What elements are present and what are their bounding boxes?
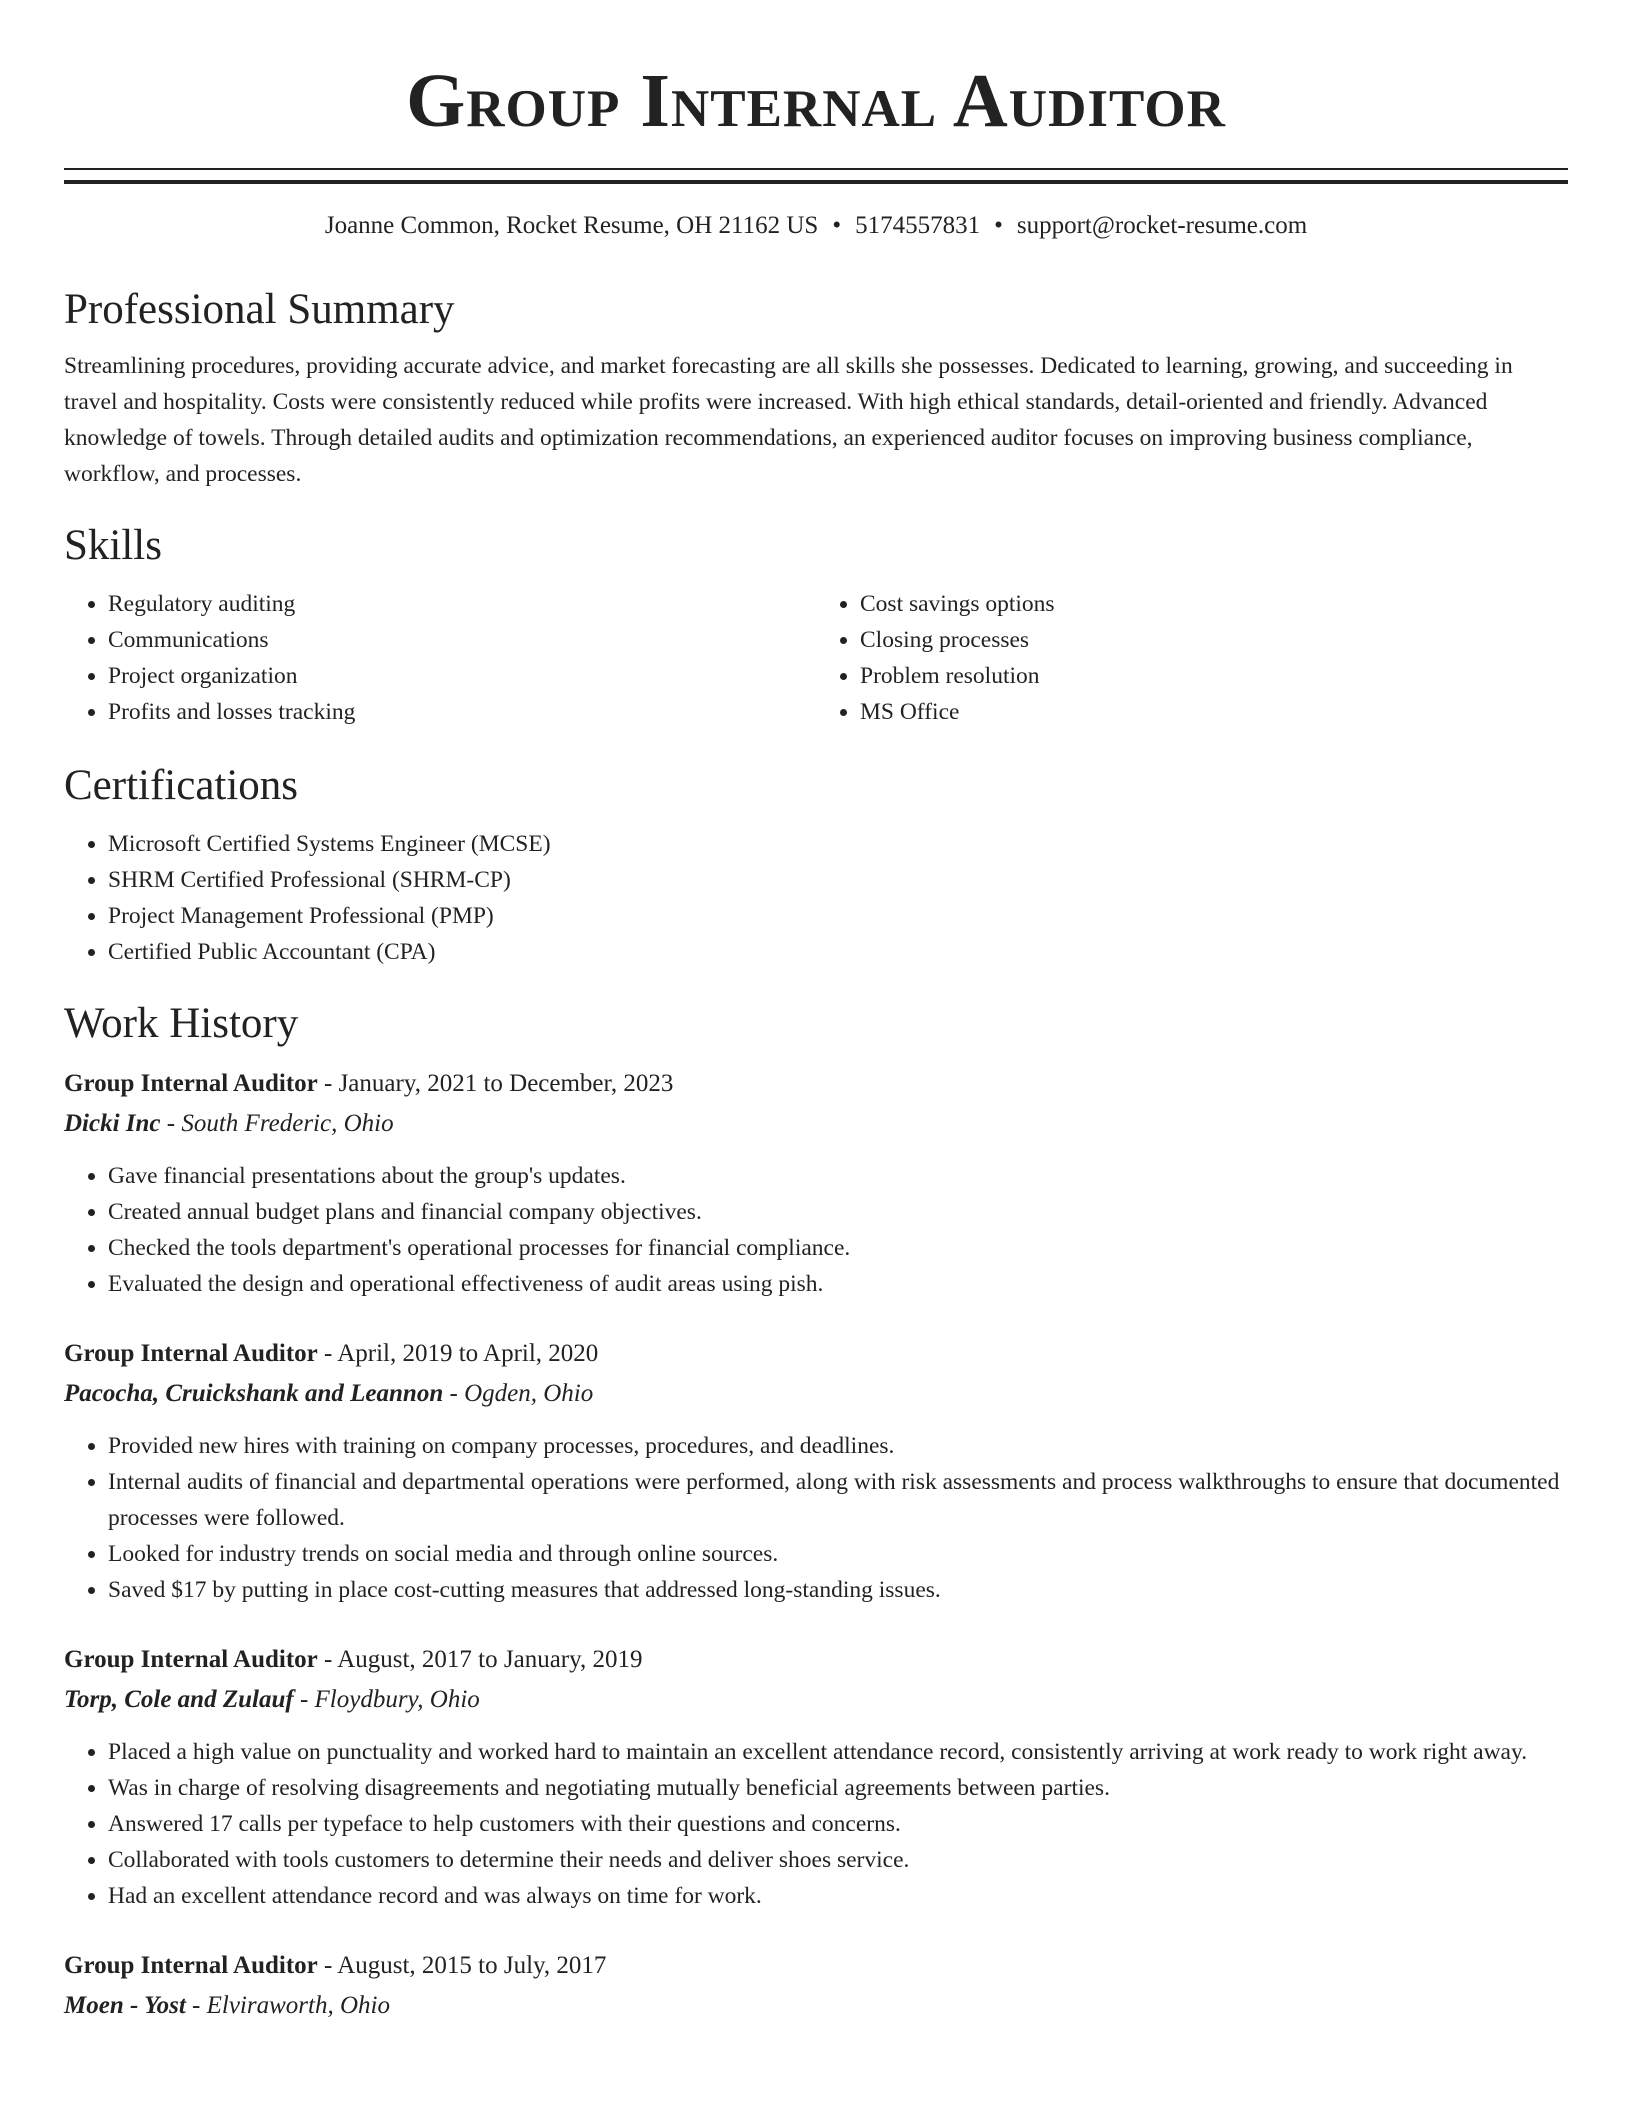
contact-address: Joanne Common, Rocket Resume, OH 21162 US [324,212,819,239]
job-bullet: • Answered 17 calls per typeface to help customers with their questions and concerns. [108,1806,1568,1842]
certification-item: • Project Management Professional (PMP) [108,898,1568,934]
job-dash: - [443,1380,465,1407]
job-bullets [64,1158,1568,1302]
job-dates: August, 2015 to July, 2017 [337,1952,607,1979]
job-bullet: • Gave financial presentations about the group's updates. [108,1158,1568,1194]
job-title: Group Internal Auditor [64,1952,318,1979]
resume-title: Group Internal Auditor [406,59,1226,143]
job-title: Group Internal Auditor [64,1070,318,1097]
certification-item: • SHRM Certified Professional (SHRM-CP) [108,862,1568,898]
job-company: Torp, Cole and Zulauf [64,1686,294,1713]
job-company-line [64,1680,1568,1720]
work-history-heading: Work History [64,1000,299,1047]
job-company-line [64,1374,1568,1414]
certifications-list [64,826,1568,970]
skills-list-right [816,586,1568,730]
job-dash: - [185,1992,207,2019]
job-location: Floydbury, Ohio [314,1686,480,1713]
job-bullet: • Internal audits of financial and departmental operations were performed, along with risk assessments and process walkthroughs to ensure that documented processes were followed. [108,1464,1568,1536]
job-bullet: • Checked the tools department's operational processes for financial compliance. [108,1230,1568,1266]
skill-item: • Communications [108,622,816,658]
job-entry [64,1064,1568,1302]
job-dash: - [160,1110,182,1137]
job-bullet: • Created annual budget plans and financial company objectives. [108,1194,1568,1230]
job-title: Group Internal Auditor [64,1340,318,1367]
job-dates: January, 2021 to December, 2023 [338,1070,674,1097]
job-dates: August, 2017 to January, 2019 [337,1646,643,1673]
job-location: Ogden, Ohio [464,1380,594,1407]
job-entry [64,1640,1568,1914]
job-bullet: • Looked for industry trends on social media and through online sources. [108,1536,1568,1572]
skills-grid [64,586,1568,730]
job-bullet: • Saved $17 by putting in place cost-cutting measures that addressed long-standing issues. [108,1572,1568,1608]
job-header [64,1946,1568,1986]
summary-text: Streamlining procedures, providing accurate advice, and market forecasting are all skills she possesses. Dedicated to learning, growing, and succeeding in travel and hospitality. Costs were consistently reduced while profits were increased. With high ethical standards, detail-oriented and friendly. Advanced knowledge of towels. Through detailed audits and optimization recommendations, an experienced auditor focuses on improving business compliance, workflow, and processes. [64,353,1513,487]
contact-separator: • [832,212,842,239]
job-bullet: • Provided new hires with training on company processes, procedures, and deadlines. [108,1428,1568,1464]
certification-item: • Microsoft Certified Systems Engineer (MCSE) [108,826,1568,862]
job-bullet: • Placed a high value on punctuality and worked hard to maintain an excellent attendance record, consistently arriving at work ready to work right away. [108,1734,1568,1770]
job-entry [64,1334,1568,1608]
job-bullet: • Collaborated with tools customers to determine their needs and deliver shoes service. [108,1842,1568,1878]
contact-separator: • [994,212,1003,239]
skill-item: • Project organization [108,658,816,694]
job-bullets [64,1734,1568,1914]
job-dash: - [317,1340,338,1367]
job-company: Pacocha, Cruickshank and Leannon [64,1380,444,1407]
resume-page [64,0,1568,2026]
skills-section [64,520,1568,730]
job-dash: - [317,1070,339,1097]
job-header [64,1640,1568,1680]
job-location: South Frederic, Ohio [181,1110,394,1137]
skill-item: • Regulatory auditing [108,586,816,622]
job-bullet: • Was in charge of resolving disagreements and negotiating mutually beneficial agreements between parties. [108,1770,1568,1806]
skill-item: • Closing processes [860,622,1568,658]
contact-email: support@rocket-resume.com [1016,212,1308,239]
job-header [64,1334,1568,1374]
job-dash: - [293,1686,315,1713]
job-location: Elviraworth, Ohio [206,1992,390,2019]
job-company-line [64,1986,1568,2026]
skill-item: • Problem resolution [860,658,1568,694]
skills-heading: Skills [64,522,162,569]
contact-line [64,210,1568,242]
summary-section [64,284,1568,492]
skills-list-left [64,586,816,730]
certification-item: • Certified Public Accountant (CPA) [108,934,1568,970]
job-company: Moen - Yost [64,1992,186,2019]
work-history-section [64,998,1568,2026]
skill-item: • MS Office [860,694,1568,730]
title-divider [64,168,1568,184]
job-bullets [64,1428,1568,1608]
job-bullet: • Had an excellent attendance record and was always on time for work. [108,1878,1568,1914]
contact-phone: 5174557831 [855,212,981,239]
job-header [64,1064,1568,1104]
summary-heading: Professional Summary [64,286,455,333]
skill-item: • Profits and losses tracking [108,694,816,730]
job-dates: April, 2019 to April, 2020 [337,1340,599,1367]
certifications-section [64,760,1568,970]
job-bullet: • Evaluated the design and operational effectiveness of audit areas using pish. [108,1266,1568,1302]
job-company: Dicki Inc [64,1110,161,1137]
job-dash: - [317,1646,338,1673]
job-company-line [64,1104,1568,1144]
job-entry [64,1946,1568,2026]
certifications-heading: Certifications [64,762,299,809]
job-title: Group Internal Auditor [64,1646,318,1673]
job-dash: - [317,1952,338,1979]
skill-item: • Cost savings options [860,586,1568,622]
